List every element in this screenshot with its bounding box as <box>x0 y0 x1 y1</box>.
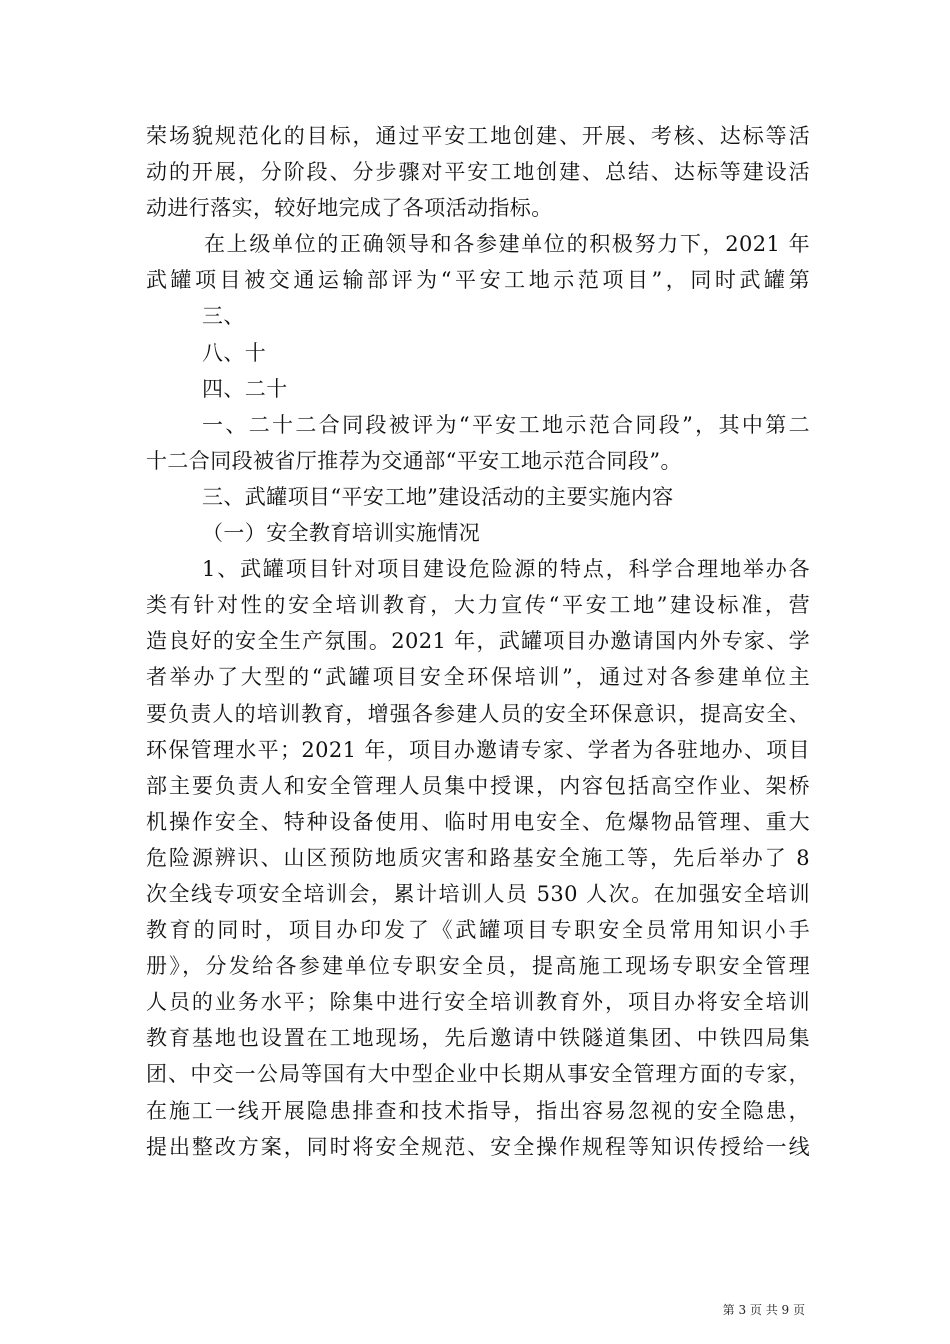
text-line: 造良好的安全生产氛围。2021 年，武罐项目办邀请国内外专家、学 <box>146 629 810 654</box>
text-line: 提出整改方案，同时将安全规范、安全操作规程等知识传授给一线 <box>146 1134 810 1159</box>
text-line: 动的开展，分阶段、分步骤对平安工地创建、总结、达标等建设活 <box>146 160 810 185</box>
text-line: 部主要负责人和安全管理人员集中授课，内容包括高空作业、架桥 <box>146 773 810 798</box>
text-line: 在施工一线开展隐患排查和技术指导，指出容易忽视的安全隐患， <box>146 1098 810 1123</box>
text-line: 十二合同段被省厅推荐为交通部“平安工地示范合同段”。 <box>146 448 682 473</box>
text-line: 危险源辨识、山区预防地质灾害和路基安全施工等，先后举办了 8 <box>146 845 810 870</box>
text-line: 1、武罐项目针对项目建设危险源的特点，科学合理地举办各 <box>202 557 810 582</box>
text-line: 三、 <box>202 304 245 329</box>
text-line: 三、武罐项目“平安工地”建设活动的主要实施内容 <box>202 484 674 509</box>
text-line: 团、中交一公局等国有大中型企业中长期从事安全管理方面的专家， <box>146 1062 810 1087</box>
text-line: 动进行落实，较好地完成了各项活动指标。 <box>146 196 553 221</box>
text-line: （一）安全教育培训实施情况 <box>202 521 481 546</box>
text-line: 教育的同时，项目办印发了《武罐项目专职安全员常用知识小手 <box>146 918 810 943</box>
text-line: 八、十 <box>202 340 267 365</box>
text-line: 册》，分发给各参建单位专职安全员，提高施工现场专职安全管理 <box>146 954 810 979</box>
text-line: 次全线专项安全培训会，累计培训人员 530 人次。在加强安全培训 <box>146 881 810 906</box>
text-line: 者举办了大型的“武罐项目安全环保培训”，通过对各参建单位主 <box>146 665 810 690</box>
text-line: 环保管理水平；2021 年，项目办邀请专家、学者为各驻地办、项目 <box>146 737 810 762</box>
text-line: 一、二十二合同段被评为“平安工地示范合同段”，其中第二 <box>202 412 810 437</box>
page-number: 第 3 页 共 9 页 <box>722 1303 805 1317</box>
text-line: 荣场貌规范化的目标，通过平安工地创建、开展、考核、达标等活 <box>146 124 810 148</box>
text-line: 类有针对性的安全培训教育，大力宣传“平安工地”建设标准，营 <box>146 593 810 618</box>
text-line: 人员的业务水平；除集中进行安全培训教育外，项目办将安全培训 <box>146 990 810 1015</box>
text-line: 要负责人的培训教育，增强各参建人员的安全环保意识，提高安全、 <box>146 701 810 726</box>
document-body <box>146 118 810 1165</box>
text-line: 教育基地也设置在工地现场，先后邀请中铁隧道集团、中铁四局集 <box>146 1026 810 1051</box>
text-line: 四、二十 <box>202 376 288 401</box>
text-line: 机操作安全、特种设备使用、临时用电安全、危爆物品管理、重大 <box>146 809 810 834</box>
text-line: 在上级单位的正确领导和各参建单位的积极努力下，2021 年 <box>204 232 810 257</box>
text-line: 武罐项目被交通运输部评为“平安工地示范项目”，同时武罐第 <box>146 268 810 293</box>
